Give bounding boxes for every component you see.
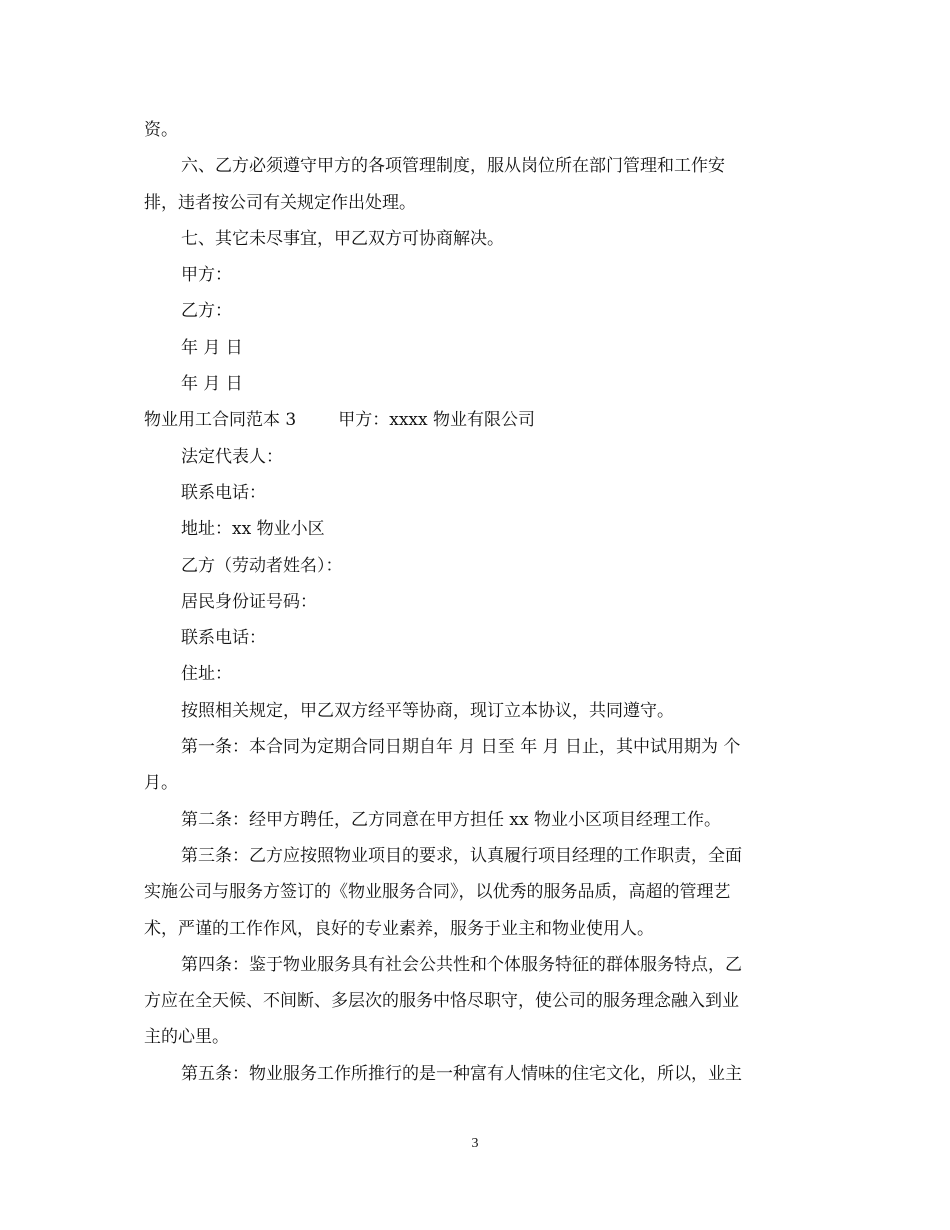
text-line: 乙方（劳动者姓名）： <box>181 555 343 576</box>
document-body <box>144 112 804 1092</box>
section-heading-line <box>144 402 804 438</box>
party-a-company: 甲方：xxxx 物业有限公司 <box>338 410 535 431</box>
text-line: 第五条：物业服务工作所推行的是一种富有人情味的住宅文化，所以，业主 <box>181 1063 742 1084</box>
text-line: 月。 <box>144 773 178 794</box>
page-number: 3 <box>471 1136 479 1151</box>
text-line: 资。 <box>144 120 178 140</box>
text-line: 年 月 日 <box>181 374 243 395</box>
text-line: 主的心里。 <box>144 1027 229 1048</box>
text-line: 第四条：鉴于物业服务具有社会公共性和个体服务特征的群体服务特点，乙 <box>181 954 742 975</box>
text-line: 七、其它未尽事宜，甲乙双方可协商解决。 <box>181 228 504 249</box>
text-line: 法定代表人： <box>181 446 283 467</box>
text-line: 联系电话： <box>181 628 266 649</box>
text-line: 住址： <box>181 664 232 685</box>
text-line: 六、乙方必须遵守甲方的各项管理制度，服从岗位所在部门管理和工作安 <box>181 156 725 177</box>
text-line: 第一条：本合同为定期合同日期自年 月 日至 年 月 日止，其中试用期为 个 <box>181 737 741 758</box>
text-line: 第二条：经甲方聘任，乙方同意在甲方担任 xx 物业小区项目经理工作。 <box>181 809 721 830</box>
text-line: 联系电话： <box>181 482 266 503</box>
text-line: 排，违者按公司有关规定作出处理。 <box>144 192 416 213</box>
text-line: 地址：xx 物业小区 <box>181 519 325 540</box>
text-line: 第三条：乙方应按照物业项目的要求，认真履行项目经理的工作职责，全面 <box>181 845 742 866</box>
text-line: 甲方： <box>181 265 232 286</box>
text-line: 乙方： <box>181 301 232 322</box>
text-line: 居民身份证号码： <box>181 591 317 612</box>
text-line: 按照相关规定，甲乙双方经平等协商，现订立本协议，共同遵守。 <box>181 700 674 721</box>
text-line: 实施公司与服务方签订的《物业服务合同》，以优秀的服务品质，高超的管理艺 <box>144 882 731 903</box>
text-line: 年 月 日 <box>181 337 243 358</box>
text-line: 术，严谨的工作作风，良好的专业素养，服务于业主和物业使用人。 <box>144 918 654 939</box>
section-title: 物业用工合同范本 3 <box>144 410 297 431</box>
text-line: 方应在全天候、不间断、多层次的服务中恪尽职守，使公司的服务理念融入到业 <box>144 991 739 1012</box>
